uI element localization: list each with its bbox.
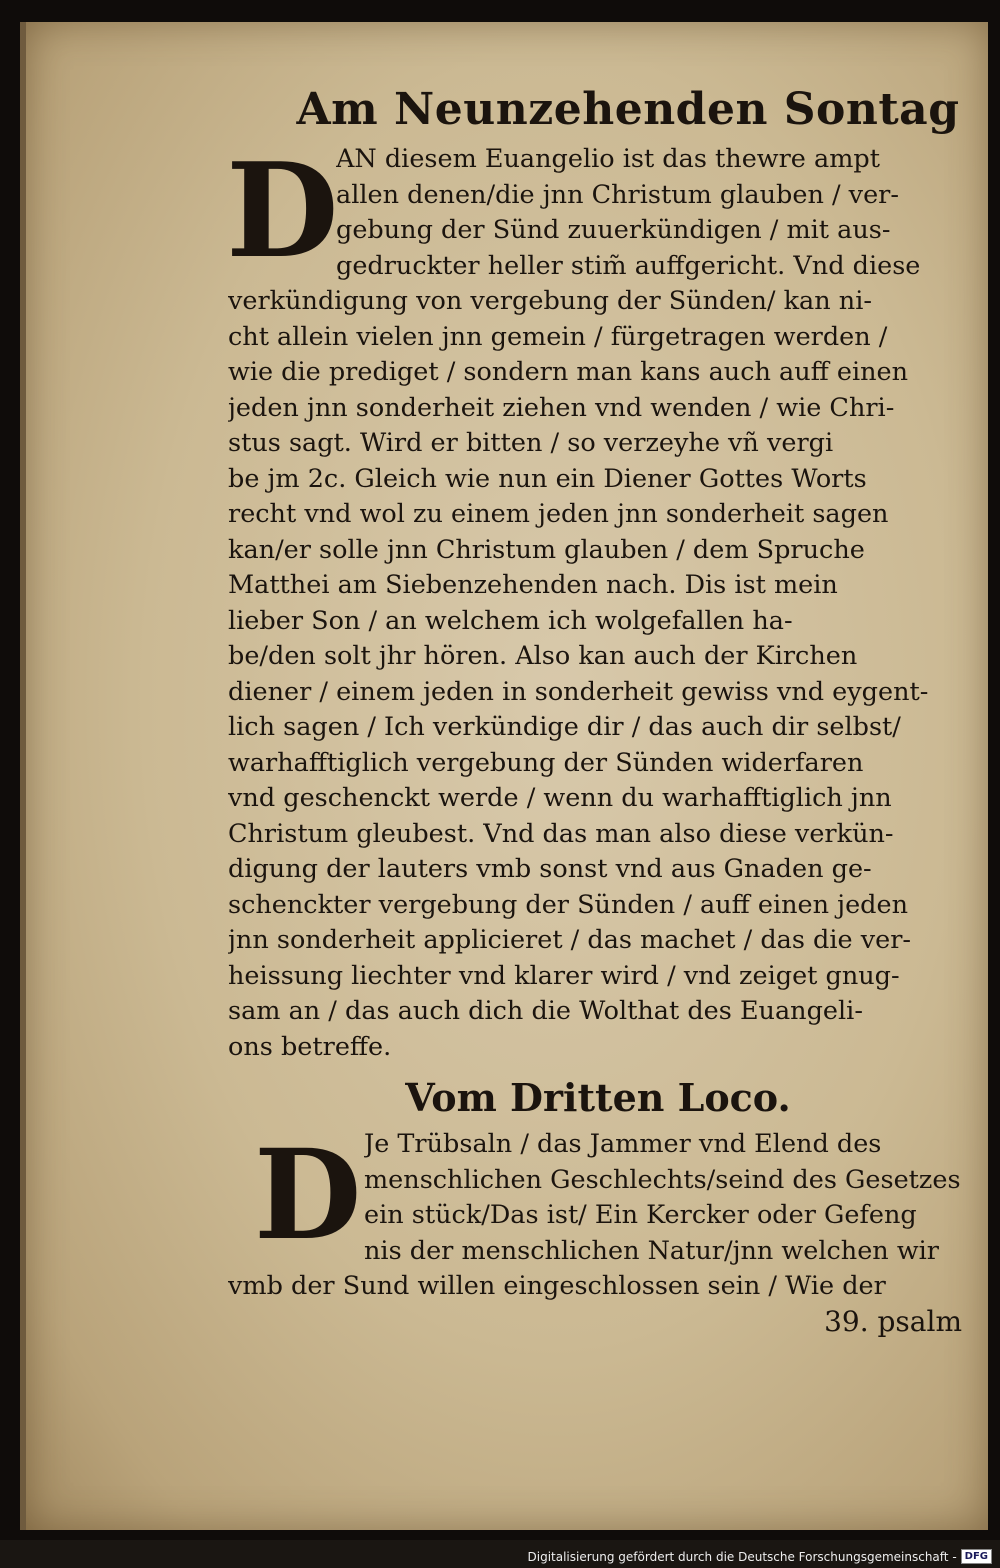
book-page — [20, 22, 988, 1530]
text-line: ons betreffe. — [228, 1031, 392, 1062]
running-heading: Am Neunzehenden Sontag — [296, 84, 960, 135]
text-line: sam an / das auch dich die Wolthat des Euangeli- — [228, 996, 863, 1026]
text-line: be jm 2c. Gleich wie nun ein Diener Gottes Worts — [228, 463, 867, 494]
text-line: wie die prediget / sondern man kans auch auff einen — [228, 357, 909, 387]
text-line: diener / einem jeden in sonderheit gewiss vnd eygent- — [228, 676, 929, 707]
text-line: jeden jnn sonderheit ziehen vnd wenden / wie Chri- — [228, 392, 895, 423]
text-line: Je Trübsaln / das Jammer vnd Elend des — [364, 1129, 882, 1159]
text-line: gebung der Sünd zuuerkündigen / mit aus- — [336, 215, 891, 245]
section-2 — [228, 1123, 968, 1305]
text-line: digung der lauters vmb sonst vnd aus Gnaden ge- — [228, 854, 872, 884]
digitization-footer — [528, 1549, 993, 1564]
text-line: ein stück/Das ist/ Ein Kercker oder Gefeng — [364, 1200, 917, 1230]
text-line: stus sagt. Wird er bitten / so verzeyhe vñ vergi — [228, 428, 834, 458]
dfg-logo: DFG — [961, 1549, 992, 1564]
text-line: gedruckter heller stim̃ auffgericht. Vnd diese — [336, 250, 921, 281]
text-line: vnd geschenckt werde / wenn du warhafftiglich jnn — [228, 783, 892, 813]
text-line: recht vnd wol zu einem jeden jnn sonderheit sagen — [228, 499, 889, 529]
text-line: Christum gleubest. Vnd das man also diese verkün- — [228, 818, 894, 849]
text-line: warhafftiglich vergebung der Sünden widerfaren — [228, 747, 864, 778]
text-line: vmb der Sund willen eingeschlossen sein / Wie der — [228, 1271, 886, 1301]
decorated-initial-d-2: D — [254, 1123, 362, 1268]
section-heading: Vom Dritten Loco. — [405, 1075, 791, 1120]
text-line: jnn sonderheit applicieret / das machet / das die ver- — [228, 925, 912, 955]
text-line: Matthei am Siebenzehenden nach. Dis ist mein — [228, 570, 838, 600]
section-1-paragraph — [226, 134, 968, 1065]
text-line: AN diesem Euangelio ist das thewre ampt — [336, 144, 880, 174]
catchword: 39. psalm — [824, 1304, 962, 1338]
text-line: menschlichen Geschlechts/seind des Gesetzes — [364, 1164, 961, 1195]
text-line: verkündigung von vergebung der Sünden/ kan ni- — [228, 286, 872, 316]
text-line: lich sagen / Ich verkündige dir / das auch dir selbst/ — [228, 712, 901, 742]
text-line: be/den solt jhr hören. Also kan auch der Kirchen — [228, 641, 858, 671]
text-line: lieber Son / an welchem ich wolgefallen ha- — [228, 605, 793, 636]
footer-credit: Digitalisierung gefördert durch die Deutsche Forschungsgemeinschaft - — [527, 1549, 957, 1564]
text-line: kan/er solle jnn Christum glauben / dem Spruche — [228, 534, 865, 565]
text-line: heissung liechter vnd klarer wird / vnd zeiget gnug- — [228, 960, 900, 991]
text-line: nis der menschlichen Natur/jnn welchen wir — [364, 1235, 939, 1266]
decorated-initial-d: D — [226, 134, 339, 287]
text-line: allen denen/die jnn Christum glauben / ver- — [336, 179, 899, 210]
text-line: schenckter vergebung der Sünden / auff einen jeden — [228, 889, 909, 920]
page-text-block — [228, 82, 968, 1338]
section-1 — [226, 134, 968, 1065]
text-line: cht allein vielen jnn gemein / fürgetragen werden / — [228, 321, 888, 352]
